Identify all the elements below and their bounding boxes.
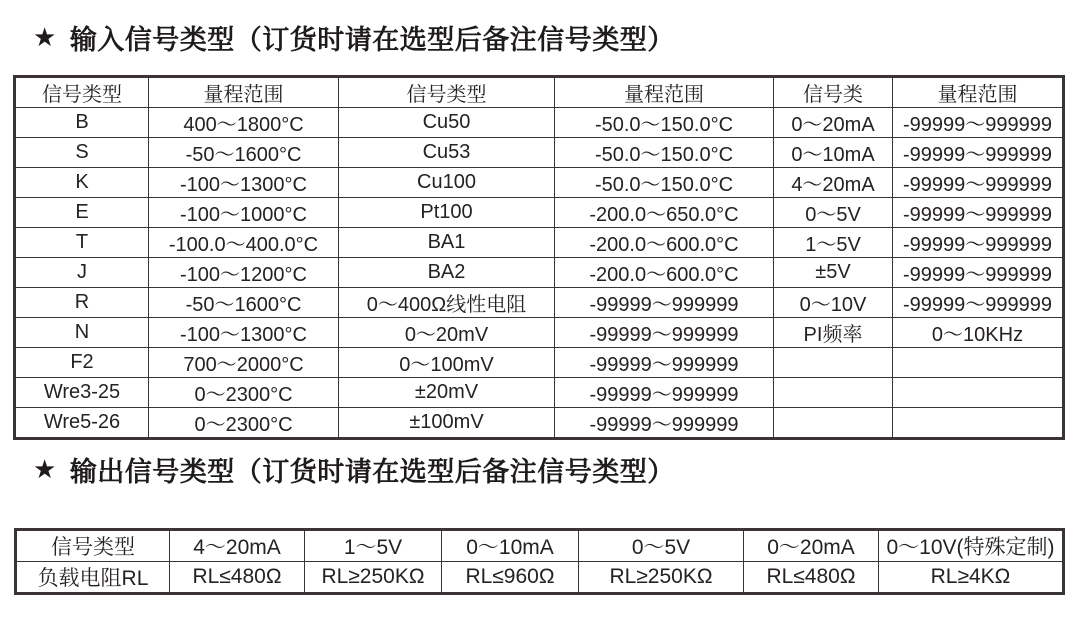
- cell: 1～5V: [774, 228, 893, 258]
- cell: -50～1600°C: [149, 288, 339, 318]
- cell: -99999～999999: [893, 288, 1064, 318]
- cell: -50.0～150.0°C: [555, 138, 774, 168]
- cell: PI频率: [774, 318, 893, 348]
- cell: -50.0～150.0°C: [555, 108, 774, 138]
- table-row: [15, 138, 1064, 168]
- cell: 700～2000°C: [149, 348, 339, 378]
- cell: -99999～999999: [555, 348, 774, 378]
- cell: -99999～999999: [893, 138, 1064, 168]
- cell: Pt100: [339, 198, 555, 228]
- table-row: [15, 378, 1064, 408]
- cell: E: [15, 198, 149, 228]
- cell: -99999～999999: [893, 108, 1064, 138]
- cell: 0～10mA: [442, 530, 579, 562]
- cell: RL≤480Ω: [170, 562, 305, 594]
- table-row: [15, 168, 1064, 198]
- table-row: [15, 318, 1064, 348]
- input-table-header-row: [15, 77, 1064, 108]
- output-signal-table: [14, 528, 1065, 595]
- cell: -100～1000°C: [149, 198, 339, 228]
- header-cell: 量程范围: [555, 77, 774, 108]
- cell: Cu50: [339, 108, 555, 138]
- cell: 0～400Ω线性电阻: [339, 288, 555, 318]
- cell: Wre3-25: [15, 378, 149, 408]
- cell: -100～1200°C: [149, 258, 339, 288]
- table-row: [15, 258, 1064, 288]
- cell: 0～10mA: [774, 138, 893, 168]
- input-signal-table: [13, 75, 1065, 440]
- cell: RL≥250KΩ: [579, 562, 744, 594]
- table-row: [15, 348, 1064, 378]
- cell: -200.0～600.0°C: [555, 228, 774, 258]
- cell: 0～100mV: [339, 348, 555, 378]
- cell: [893, 348, 1064, 378]
- cell: ±5V: [774, 258, 893, 288]
- cell: -99999～999999: [893, 168, 1064, 198]
- cell: 0～5V: [774, 198, 893, 228]
- table-row: [15, 408, 1064, 439]
- cell: [774, 408, 893, 439]
- cell: -99999～999999: [555, 288, 774, 318]
- header-cell: 信号类: [774, 77, 893, 108]
- output-table-body: [16, 530, 1064, 594]
- cell: [774, 378, 893, 408]
- cell: N: [15, 318, 149, 348]
- cell: [774, 348, 893, 378]
- cell: T: [15, 228, 149, 258]
- star-icon: ★: [33, 454, 57, 484]
- cell: J: [15, 258, 149, 288]
- cell: 1～5V: [305, 530, 442, 562]
- cell: Cu100: [339, 168, 555, 198]
- cell: B: [15, 108, 149, 138]
- cell: F2: [15, 348, 149, 378]
- cell: K: [15, 168, 149, 198]
- cell: 4～20mA: [170, 530, 305, 562]
- input-table-body: [15, 108, 1064, 439]
- cell: RL≥4KΩ: [879, 562, 1064, 594]
- cell: 0～5V: [579, 530, 744, 562]
- table-row: [15, 198, 1064, 228]
- cell: ±100mV: [339, 408, 555, 439]
- cell: 0～10V: [774, 288, 893, 318]
- star-icon: ★: [33, 22, 57, 52]
- cell: RL≤960Ω: [442, 562, 579, 594]
- cell: RL≤480Ω: [744, 562, 879, 594]
- cell: 负载电阻RL: [16, 562, 170, 594]
- cell: 0～20mV: [339, 318, 555, 348]
- cell: 0～10KHz: [893, 318, 1064, 348]
- cell: Wre5-26: [15, 408, 149, 439]
- cell: [893, 408, 1064, 439]
- cell: 400～1800°C: [149, 108, 339, 138]
- table-row: [16, 562, 1064, 594]
- cell: 0～20mA: [744, 530, 879, 562]
- input-section-title-text: 输入信号类型（订货时请在选型后备注信号类型）: [69, 25, 675, 55]
- table-row: [15, 228, 1064, 258]
- header-cell: 信号类型: [339, 77, 555, 108]
- cell: S: [15, 138, 149, 168]
- cell: BA1: [339, 228, 555, 258]
- header-cell: 信号类型: [15, 77, 149, 108]
- output-section-title: [33, 450, 675, 489]
- table-row: [15, 108, 1064, 138]
- cell: -99999～999999: [555, 318, 774, 348]
- output-section-title-text: 输出信号类型（订货时请在选型后备注信号类型）: [69, 457, 675, 487]
- cell: -100～1300°C: [149, 168, 339, 198]
- table-row: [16, 530, 1064, 562]
- cell: ±20mV: [339, 378, 555, 408]
- cell: -50.0～150.0°C: [555, 168, 774, 198]
- cell: R: [15, 288, 149, 318]
- cell: [893, 378, 1064, 408]
- header-cell: 量程范围: [149, 77, 339, 108]
- cell: 0～2300°C: [149, 378, 339, 408]
- cell: -99999～999999: [893, 198, 1064, 228]
- cell: -100～1300°C: [149, 318, 339, 348]
- header-cell: 量程范围: [893, 77, 1064, 108]
- cell: -99999～999999: [893, 258, 1064, 288]
- cell: -200.0～600.0°C: [555, 258, 774, 288]
- cell: -100.0～400.0°C: [149, 228, 339, 258]
- cell: 0～20mA: [774, 108, 893, 138]
- cell: -99999～999999: [555, 378, 774, 408]
- cell: Cu53: [339, 138, 555, 168]
- cell: 0～10V(特殊定制): [879, 530, 1064, 562]
- cell: -99999～999999: [555, 408, 774, 439]
- table-row: [15, 288, 1064, 318]
- cell: 信号类型: [16, 530, 170, 562]
- input-section-title: [33, 18, 675, 57]
- cell: BA2: [339, 258, 555, 288]
- cell: -99999～999999: [893, 228, 1064, 258]
- cell: -50～1600°C: [149, 138, 339, 168]
- cell: 4～20mA: [774, 168, 893, 198]
- cell: RL≥250KΩ: [305, 562, 442, 594]
- cell: 0～2300°C: [149, 408, 339, 439]
- cell: -200.0～650.0°C: [555, 198, 774, 228]
